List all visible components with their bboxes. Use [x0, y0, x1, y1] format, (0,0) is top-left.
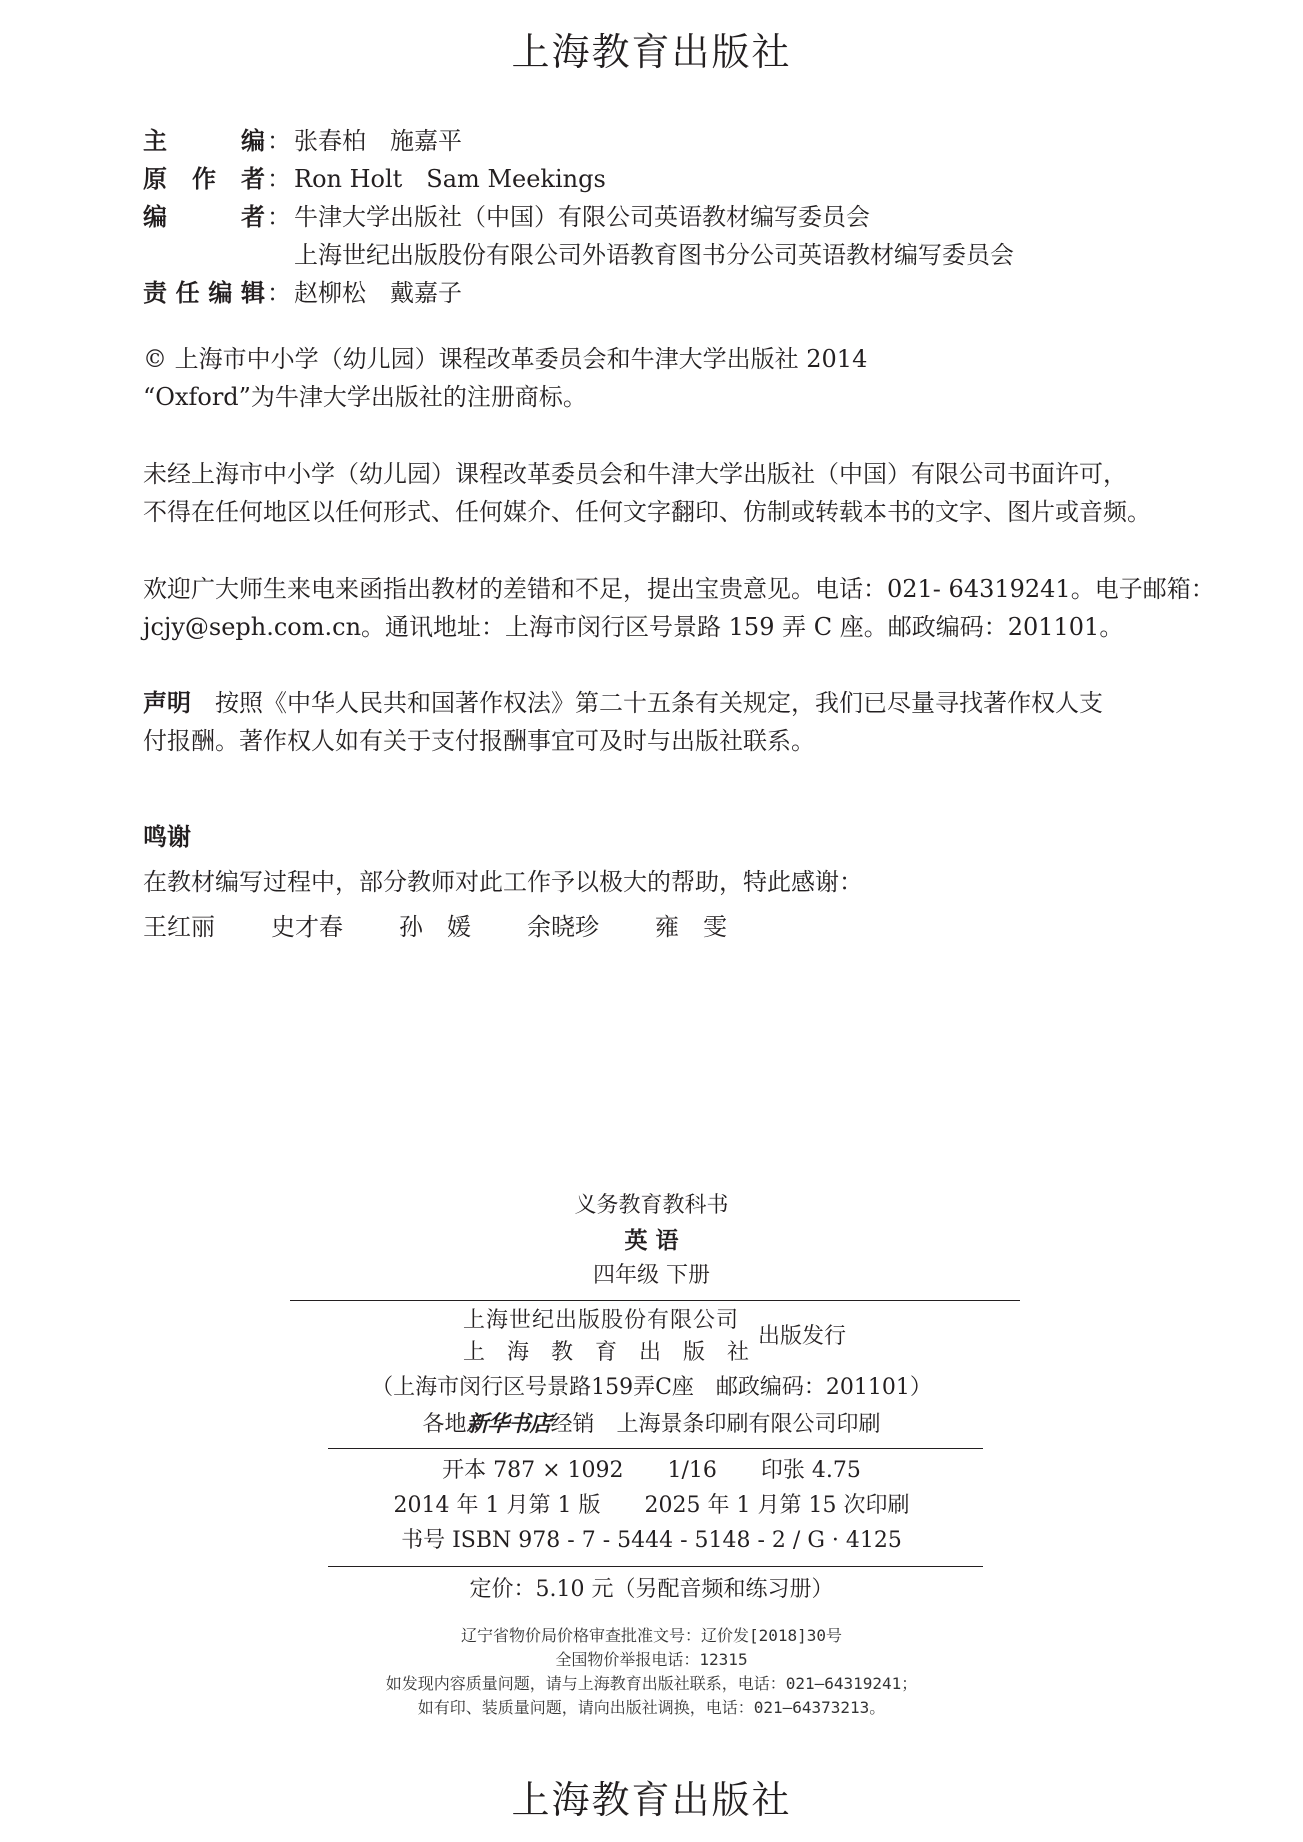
- colophon-price: 定价：5.10 元（另配音频和练习册）: [469, 1577, 834, 1602]
- acknowledgement-names: [143, 908, 783, 946]
- statement-line-1: [143, 684, 1183, 722]
- credit-colon: ：: [267, 165, 291, 193]
- colophon-isbn: 书号 ISBN 978 - 7 - 5444 - 5148 - 2 / G · 4125: [401, 1528, 902, 1553]
- feedback-line-2: jcjy@seph.com.cn。通讯地址：上海市闵行区号景路 159 弄 C 座。邮政编码：201101。: [143, 613, 1124, 641]
- colophon-approval: 辽宁省物价局价格审查批准文号：辽价发[2018]30号: [460, 1626, 843, 1645]
- credit-label: 主 编: [143, 127, 265, 155]
- feedback-line-1: 欢迎广大师生来电来函指出教材的差错和不足，提出宝贵意见。电话：021- 64319241。电子邮箱：: [143, 575, 1215, 603]
- colophon-series: 义务教育教科书: [574, 1193, 729, 1218]
- colophon-quality-contact-1: 如发现内容质量问题，请与上海教育出版社联系，电话：021—64319241；: [385, 1674, 918, 1693]
- colophon-rule-middle: [328, 1448, 983, 1449]
- colophon-publish-role: 出版发行: [758, 1324, 847, 1349]
- colophon-distribution: [0, 1408, 1303, 1441]
- xinhua-bookstore-logo: 新华书店: [466, 1411, 551, 1437]
- colophon-subject: 英 语: [624, 1228, 679, 1254]
- colophon-publisher-line-1: 上海世纪出版股份有限公司: [463, 1308, 738, 1333]
- credit-value: 赵柳松 戴嘉子: [294, 279, 462, 307]
- colophon-address: （上海市闵行区号景路159弄C座 邮政编码：201101）: [371, 1375, 932, 1400]
- colophon-publisher-line-2: 上 海 教 育 出 版 社: [463, 1340, 750, 1365]
- statement-text: 按照《中华人民共和国著作权法》第二十五条有关规定，我们已尽量寻找著作权人支: [215, 689, 1103, 717]
- statement-line-2: 付报酬。著作权人如有关于支付报酬事宜可及时与出版社联系。: [143, 727, 815, 755]
- distribution-suffix: 经销 上海景条印刷有限公司印刷: [550, 1412, 881, 1437]
- header-publisher: 上海教育出版社: [511, 30, 792, 74]
- colophon-grade: 四年级 下册: [593, 1263, 710, 1288]
- colophon-format: 开本 787 × 1092 1/16 印张 4.75: [442, 1458, 861, 1483]
- credit-value: 牛津大学出版社（中国）有限公司英语教材编写委员会: [294, 203, 870, 231]
- credit-label: 编 者: [143, 203, 265, 231]
- colophon-hotline: 全国物价举报电话：12315: [555, 1650, 748, 1669]
- copyright-line: © 上海市中小学（幼儿园）课程改革委员会和牛津大学出版社 2014: [143, 345, 868, 373]
- statement-label: 声明: [143, 689, 191, 717]
- teacher-name: 史才春: [271, 913, 343, 941]
- credit-colon: ：: [267, 127, 291, 155]
- credit-colon: ：: [267, 203, 291, 231]
- credit-value: 上海世纪出版股份有限公司外语教育图书分公司英语教材编写委员会: [294, 241, 1014, 269]
- acknowledgement-text: 在教材编写过程中，部分教师对此工作予以极大的帮助，特此感谢：: [143, 868, 863, 896]
- credit-label: 责 任 编 辑: [143, 279, 265, 307]
- footer-publisher: 上海教育出版社: [511, 1778, 792, 1822]
- trademark-line: “Oxford”为牛津大学出版社的注册商标。: [143, 383, 587, 411]
- credit-colon: ：: [267, 279, 291, 307]
- distribution-prefix: 各地: [422, 1412, 467, 1437]
- teacher-name: 王红丽: [143, 913, 215, 941]
- teacher-name: 余晓珍: [527, 913, 599, 941]
- colophon-rule-bottom: [328, 1566, 983, 1567]
- colophon-rule-top: [290, 1300, 1020, 1301]
- permission-line-1: 未经上海市中小学（幼儿园）课程改革委员会和牛津大学出版社（中国）有限公司书面许可，: [143, 460, 1127, 488]
- credit-value: 张春柏 施嘉平: [294, 127, 462, 155]
- colophon-quality-contact-2: 如有印、装质量问题，请向出版社调换，电话：021—64373213。: [417, 1698, 886, 1717]
- permission-line-2: 不得在任何地区以任何形式、任何媒介、任何文字翻印、仿制或转载本书的文字、图片或音频。: [143, 498, 1151, 526]
- acknowledgement-title: 鸣谢: [143, 823, 191, 851]
- teacher-name: 雍 雯: [655, 913, 727, 941]
- credit-label: 原 作 者: [143, 165, 265, 193]
- colophon-edition: 2014 年 1 月第 1 版 2025 年 1 月第 15 次印刷: [393, 1493, 910, 1518]
- credit-value: Ron Holt Sam Meekings: [294, 165, 606, 193]
- teacher-name: 孙 媛: [399, 913, 471, 941]
